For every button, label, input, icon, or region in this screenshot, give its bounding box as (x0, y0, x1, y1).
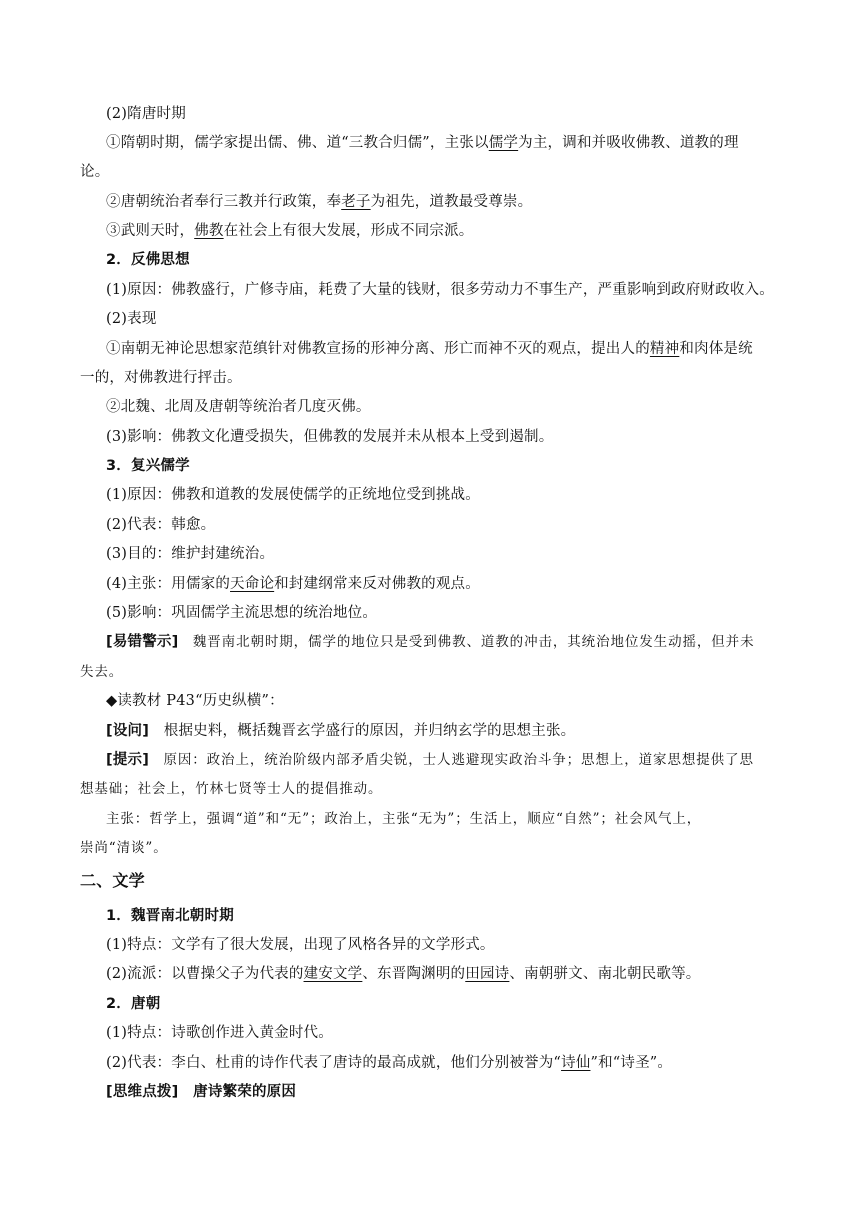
note-label: [提示] (106, 752, 150, 768)
paragraph-line: ①隋朝时期，儒学家提出儒、佛、道“三教合归儒”，主张以儒学为主，调和并吸收佛教、道教的理 (106, 135, 739, 151)
paragraph-line: 主张：哲学上，强调“道”和“无”；政治上，主张“无为”；生活上，顺应“自然”；社会风气上， (106, 811, 702, 827)
note-label: [思维点拨] (106, 1084, 179, 1100)
underlined-term: 儒学 (488, 135, 519, 151)
paragraph-line: ③武则天时，佛教在社会上有很大发展，形成不同宗派。 (106, 223, 474, 239)
underlined-term: 诗仙 (561, 1055, 591, 1071)
paragraph-line: ②北魏、北周及唐朝等统治者几度灭佛。 (106, 399, 371, 415)
paragraph-line: 论。 (80, 164, 110, 180)
paragraph-line: (1)原因：佛教盛行，广修寺庙，耗费了大量的钱财，很多劳动力不事生产，严重影响到政府财政收入。 (106, 282, 774, 298)
paragraph-line: 崇尚“清谈”。 (80, 840, 168, 856)
paragraph-line: (1)特点：诗歌创作进入黄金时代。 (106, 1025, 333, 1041)
paragraph-line: ②唐朝统治者奉行三教并行政策，奉老子为祖先，道教最受尊崇。 (106, 194, 533, 210)
paragraph-line: (4)主张：用儒家的天命论和封建纲常来反对佛教的观点。 (106, 576, 480, 592)
paragraph-line: (2)代表：韩愈。 (106, 517, 216, 533)
underlined-term: 老子 (341, 194, 371, 210)
heading-wei-jin: 1．魏晋南北朝时期 (106, 908, 234, 924)
section-heading-literature: 二、文学 (80, 871, 145, 890)
note-question: [设问] 根据史料，概括魏晋玄学盛行的原因，并归纳玄学的思想主张。 (106, 723, 576, 739)
paragraph-line: (1)特点：文学有了很大发展，出现了风格各异的文学形式。 (106, 937, 495, 953)
paragraph-line: 想基础；社会上，竹林七贤等士人的提倡推动。 (80, 781, 383, 797)
paragraph-line: (5)影响：巩固儒学主流思想的统治地位。 (106, 605, 378, 621)
paragraph-line: (1)原因：佛教和道教的发展使儒学的正统地位受到挑战。 (106, 487, 480, 503)
note-warning: [易错警示] 魏晋南北朝时期，儒学的地位只是受到佛教、道教的冲击，其统治地位发生动摇，但并未 (106, 634, 755, 650)
underlined-term: 田园诗 (465, 966, 510, 982)
paragraph-line: 失去。 (80, 664, 124, 680)
note-label: [易错警示] (106, 634, 179, 650)
heading-revive-confucianism: 3．复兴儒学 (106, 458, 190, 474)
subheading-performance: (2)表现 (106, 311, 157, 327)
paragraph-line: (3)影响：佛教文化遭受损失，但佛教的发展并未从根本上受到遏制。 (106, 429, 554, 445)
note-thinking: [思维点拨] 唐诗繁荣的原因 (106, 1084, 297, 1100)
paragraph-line: ◆读教材 P43“历史纵横”： (106, 693, 284, 709)
paragraph-line: (2)流派：以曹操父子为代表的建安文学、东晋陶渊明的田园诗、南朝骈文、南北朝民歌等。 (106, 966, 701, 982)
heading-anti-buddhism: 2．反佛思想 (106, 252, 190, 268)
heading-tang: 2．唐朝 (106, 996, 161, 1012)
note-hint: [提示] 原因：政治上，统治阶级内部矛盾尖锐，士人逃避现实政治斗争；思想上，道家思想提供了思 (106, 752, 754, 768)
underlined-term: 建安文学 (303, 966, 363, 982)
underlined-term: 天命论 (230, 576, 275, 592)
paragraph-line: ①南朝无神论思想家范缜针对佛教宣扬的形神分离、形亡而神不灭的观点，提出人的精神和肉体是统 (106, 341, 753, 357)
underlined-term: 精神 (649, 341, 680, 357)
subheading-sui-tang: (2)隋唐时期 (106, 106, 186, 122)
paragraph-line: (3)目的：维护封建统治。 (106, 546, 275, 562)
paragraph-line: 一的，对佛教进行抨击。 (80, 370, 242, 386)
underlined-term: 佛教 (194, 223, 224, 239)
paragraph-line: (2)代表：李白、杜甫的诗作代表了唐诗的最高成就，他们分别被誉为“诗仙”和“诗圣”。 (106, 1055, 673, 1071)
note-label: [设问] (106, 723, 150, 739)
